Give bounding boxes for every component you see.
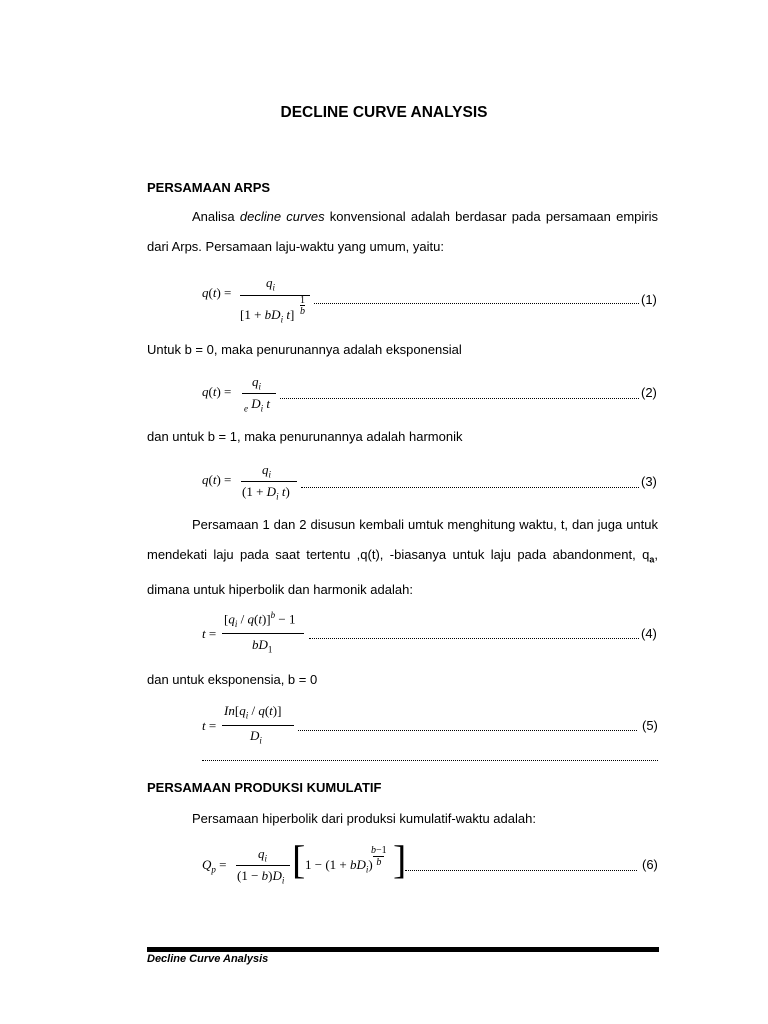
paragraph-rearranged: [147, 510, 658, 605]
eq3-lhs: q(t) =: [202, 472, 232, 487]
eq2-numerator: $q_i$: [252, 374, 262, 392]
paragraph-arps-intro: [147, 202, 658, 262]
text-segment: , dimana untuk hiperbolik dan harmonik adalah:: [147, 547, 658, 597]
eq5-lhs: t =: [202, 718, 217, 733]
footer-title: Decline Curve Analysis: [147, 953, 269, 965]
text-b0: Untuk b = 0, maka penurunannya adalah eksponensial: [147, 342, 462, 357]
page-title: DECLINE CURVE ANALYSIS: [280, 104, 488, 121]
section-heading-kumulatif: PERSAMAAN PRODUKSI KUMULATIF: [147, 780, 382, 795]
emphasis-text: decline curves: [239, 209, 325, 224]
text-segment: Analisa: [192, 209, 240, 224]
eq6-denominator: $(1 - b)D_i$: [237, 868, 285, 886]
text-exponential: dan untuk eksponensia, b = 0: [147, 672, 318, 687]
eq3-numerator: $q_i$: [262, 462, 272, 480]
eq1-number: (1): [641, 292, 657, 307]
footer-rule: [147, 947, 659, 952]
eq6-lhs: $Q_p$ =: [202, 857, 227, 875]
eq1-lhs: q(t) =: [202, 285, 232, 300]
eq6-bracket-left: [: [292, 837, 306, 882]
eq6-bracket-right: ]: [393, 837, 407, 882]
eq6-exponent: b−1 b: [371, 845, 387, 868]
eq4-number: (4): [641, 626, 657, 641]
eq5-numerator: $In[q_i / q(t)]$: [224, 703, 282, 721]
eq5-number: (5): [642, 718, 658, 733]
section-heading-arps: PERSAMAAN ARPS: [147, 180, 271, 195]
eq1-exponent: 1 b: [300, 295, 305, 317]
eq2-lhs: q(t) =: [202, 384, 232, 399]
eq6-bracket-content: $1 - (1 + bD_i)$: [305, 857, 373, 875]
text-b1: dan untuk b = 1, maka penurunannya adalah harmonik: [147, 429, 463, 444]
eq2-denominator: $_e$ $D_i$ t: [244, 396, 271, 414]
text-segment: Persamaan 1 dan 2 disusun kembali umtuk menghitung waktu, t, dan juga untuk mendekati laju pada saat tertentu ,q(t), -biasanya untuk laju pada abandonment, q: [147, 517, 658, 562]
subscript-a: a: [649, 554, 655, 565]
text-segment: konvensional adalah berdasar pada persamaan empiris dari Arps. Persamaan laju-waktu yang umum, yaitu:: [147, 209, 658, 254]
eq2-number: (2): [641, 385, 657, 400]
eq3-denominator: ($1 + D_i$ t): [242, 484, 290, 502]
eq6-number: (6): [642, 857, 658, 872]
eq4-numerator: $[q_i / q(t)]^b - 1$: [224, 610, 296, 629]
eq4-lhs: t =: [202, 626, 217, 641]
eq1-denominator: [$1 + bD_i$ t]: [240, 307, 295, 325]
eq4-denominator: $bD_1$: [252, 637, 273, 655]
eq1-numerator: $q_i$: [266, 275, 276, 293]
eq3-number: (3): [641, 474, 657, 489]
eq5-denominator: $D_i$: [250, 728, 262, 746]
paragraph-kumulatif: Persamaan hiperbolik dari produksi kumulatif-waktu adalah:: [192, 811, 536, 826]
eq6-numerator: $q_i$: [258, 846, 268, 864]
